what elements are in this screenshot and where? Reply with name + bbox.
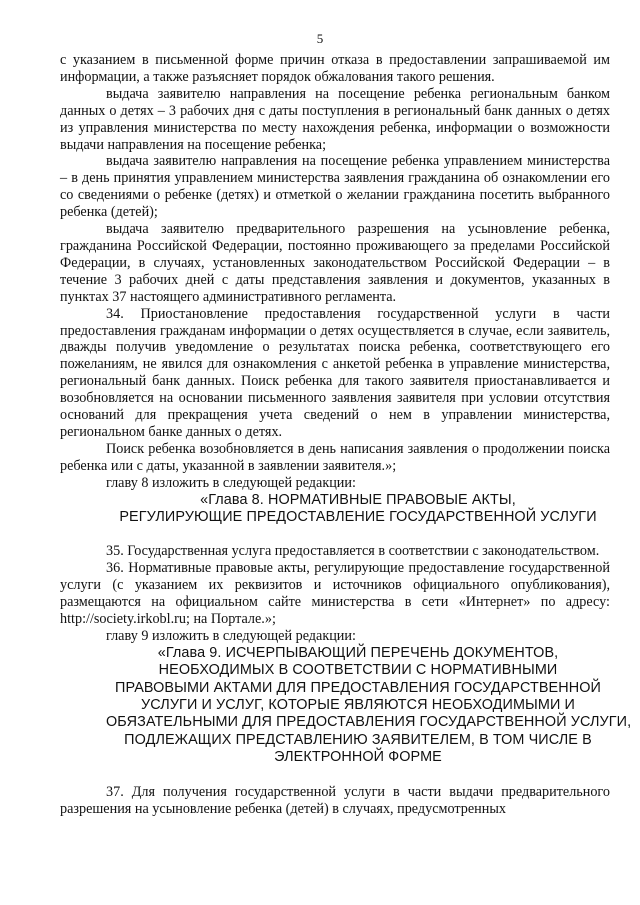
chapter-8-heading-line: РЕГУЛИРУЮЩИЕ ПРЕДОСТАВЛЕНИЕ ГОСУДАРСТВЕННОЙ УСЛУГИ bbox=[119, 508, 597, 525]
chapter-8-heading bbox=[60, 492, 610, 527]
paragraph-preliminary-permission: выдача заявителю предварительного разрешения на усыновление ребенка, гражданина Российской Федерации, постоянно проживающего за пределами Российской Федерации, в случаях, установленных законодательством Российской Федерации – в течение 3 рабочих дней с даты представления заявления и документов, указанных в пунктах 37 настоящего административного регламента. bbox=[60, 221, 610, 305]
chapter-9-heading-line: ЭЛЕКТРОННОЙ ФОРМЕ bbox=[274, 749, 442, 766]
chapter-9-heading-line: ПОДЛЕЖАЩИХ ПРЕДСТАВЛЕНИЮ ЗАЯВИТЕЛЕМ, В ТОМ ЧИСЛЕ В bbox=[124, 731, 592, 748]
chapter-9-heading-line: НЕОБХОДИМЫХ В СООТВЕТСТВИИ С НОРМАТИВНЫМИ bbox=[158, 662, 558, 679]
document-body bbox=[60, 52, 632, 817]
paragraph-36: 36. Нормативные правовые акты, регулирующие предоставление государственной услуги (с указанием их реквизитов и источников официального опубликования), размещаются на официальном сайте министерства в сети «Интернет» по адресу: http://society.irkobl.ru; на Портале.»; bbox=[60, 560, 610, 627]
paragraph-search-resumption: Поиск ребенка возобновляется в день написания заявления о продолжении поиска ребенка или с даты, указанной в заявлении заявителя.»; bbox=[60, 440, 610, 474]
chapter-9-heading-line: УСЛУГИ И УСЛУГ, КОТОРЫЕ ЯВЛЯЮТСЯ НЕОБХОДИМЫМИ И bbox=[141, 697, 575, 714]
paragraph-refusal-continuation: с указанием в письменной форме причин отказа в предоставлении запрашиваемой им информации, а также разъясняет порядок обжалования такого решения. bbox=[60, 52, 610, 85]
paragraph-35: 35. Государственная услуга предоставляется в соответствии с законодательством. bbox=[106, 543, 600, 560]
chapter-9-heading bbox=[60, 644, 632, 767]
paragraph-37: 37. Для получения государственной услуги в части выдачи предварительного разрешения на усыновление ребенка (детей) в случаях, предусмотренных bbox=[60, 783, 610, 817]
paragraph-34-suspension: 34. Приостановление предоставления государственной услуги в части предоставления гражданам информации о детях осуществляется в случае, если заявитель, дважды получив уведомление о результатах поиска ребенка, соответствующего его пожеланиям, не явился для ознакомления с анкетой ребенка в управление министерства, региональный банк данных. Поиск ребенка для такого заявителя приостанавливается и возобновляется на основании письменного заявления заявителя при условии отсутствия оснований для прекращения учета сведений о нем в управлении министерства, региональном банке данных о детях. bbox=[60, 305, 610, 440]
chapter-8-heading-line: «Глава 8. НОРМАТИВНЫЕ ПРАВОВЫЕ АКТЫ, bbox=[200, 491, 516, 508]
paragraph-chapter9-intro: главу 9 изложить в следующей редакции: bbox=[106, 627, 356, 644]
chapter-9-heading-line: «Глава 9. ИСЧЕРПЫВАЮЩИЙ ПЕРЕЧЕНЬ ДОКУМЕНТОВ, bbox=[157, 644, 559, 661]
chapter-9-heading-line: ОБЯЗАТЕЛЬНЫМИ ДЛЯ ПРЕДОСТАВЛЕНИЯ ГОСУДАРСТВЕННОЙ УСЛУГИ, bbox=[106, 714, 632, 731]
paragraph-referral-regional-bank: выдача заявителю направления на посещение ребенка региональным банком данных о детях – 3 рабочих дня с даты поступления в региональный банк данных о детях из управления министерства по месту нахождения ребенка, информации о возможности выдачи направления на посещение ребенка; bbox=[60, 85, 610, 153]
chapter-9-heading-line: ПРАВОВЫМИ АКТАМИ ДЛЯ ПРЕДОСТАВЛЕНИЯ ГОСУДАРСТВЕННОЙ bbox=[115, 679, 601, 696]
paragraph-referral-ministry: выдача заявителю направления на посещение ребенка управлением министерства – в день принятия управлением министерства заявления гражданина об ознакомлении его со сведениями о ребенке (детях) и отметкой о желании гражданина посетить выбранного ребенка (детей); bbox=[60, 153, 610, 221]
paragraph-chapter8-intro: главу 8 изложить в следующей редакции: bbox=[106, 474, 356, 491]
page-number: 5 bbox=[316, 31, 324, 46]
